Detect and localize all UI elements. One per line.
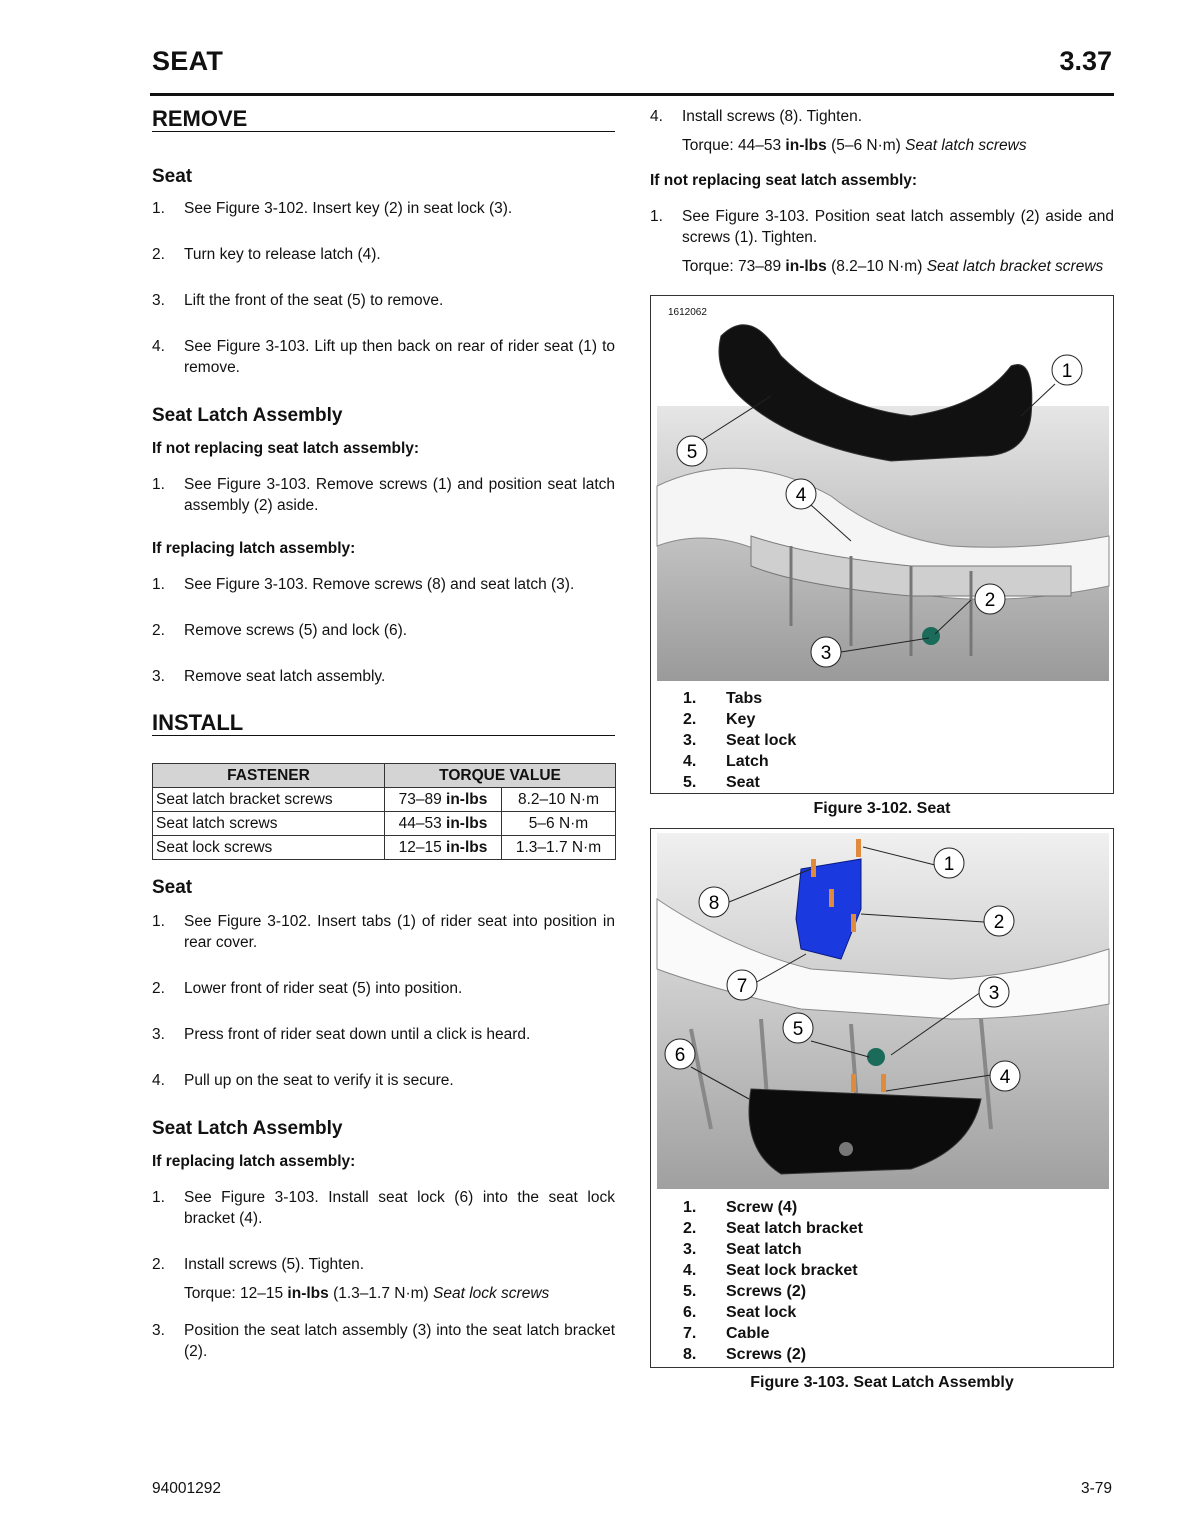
legend-item: 2. Key	[683, 711, 756, 728]
svg-text:5: 5	[686, 442, 698, 463]
svg-text:1: 1	[1061, 361, 1073, 382]
condition-label: If replacing latch assembly:	[152, 1153, 356, 1170]
list-item: 2. Turn key to release latch (4).	[152, 246, 381, 263]
torque-spec: Torque: 44–53 in-lbs (5–6 N·m) Seat latch screws	[682, 137, 1027, 154]
table-header: FASTENER	[153, 764, 385, 788]
svg-text:7: 7	[736, 976, 748, 997]
legend-item: 2. Seat latch bracket	[683, 1220, 863, 1237]
seat-illustration	[651, 296, 1113, 686]
list-item: 4. See Figure 3-103. Lift up then back on rear of rider seat (1) to remove.	[152, 338, 615, 376]
list-item: 4. Install screws (8). Tighten. Torque: 44–53 in-lbs (5–6 N·m) Seat latch screws	[650, 106, 1114, 156]
install-heading: INSTALL	[152, 710, 615, 736]
page-number: 3-79	[1080, 1480, 1112, 1497]
remove-heading: REMOVE	[152, 106, 615, 132]
list-item: 1. See Figure 3-102. Insert key (2) in seat lock (3).	[152, 200, 513, 217]
legend-item: 3. Seat lock	[683, 732, 797, 749]
install-seat-heading: Seat	[152, 877, 193, 898]
callout-2	[975, 584, 1005, 614]
svg-text:3: 3	[820, 643, 832, 664]
figure-id: 1612062	[668, 307, 707, 318]
list-item: 4. Pull up on the seat to verify it is secure.	[152, 1072, 454, 1089]
svg-text:2: 2	[993, 912, 1005, 933]
list-item: 1. See Figure 3-103. Position seat latch assembly (2) aside and screws (1). Tighten. Torque: 73–89 in-lbs (8.2–10 N·m) Seat latch bracket screws	[650, 208, 1114, 275]
fastener-table	[152, 763, 616, 860]
remove-latch-heading: Seat Latch Assembly	[152, 405, 343, 426]
legend-item: 1. Tabs	[683, 690, 763, 707]
figure-3-102	[650, 295, 1114, 794]
install-latch-heading: Seat Latch Assembly	[152, 1118, 343, 1139]
svg-text:4: 4	[999, 1067, 1011, 1088]
section-number: 3.37	[1059, 46, 1112, 76]
figure-legend	[683, 688, 796, 793]
list-item: 3. Press front of rider seat down until a click is heard.	[152, 1026, 531, 1043]
list-item: 2. Lower front of rider seat (5) into position.	[152, 980, 463, 997]
condition-label: If not replacing seat latch assembly:	[152, 440, 420, 457]
callout-4	[786, 479, 816, 509]
svg-text:5: 5	[792, 1019, 804, 1040]
condition-label: If replacing latch assembly:	[152, 540, 356, 557]
list-item: 1. See Figure 3-103. Remove screws (8) and seat latch (3).	[152, 576, 575, 593]
callout-6	[665, 1039, 695, 1069]
figure-legend	[683, 1197, 863, 1365]
list-item: 3. Lift the front of the seat (5) to remove.	[152, 292, 444, 309]
document-number: 94001292	[152, 1480, 221, 1497]
seat-latch-illustration	[651, 829, 1113, 1194]
table-row: Seat latch screws 44–53 in-lbs 5–6 N·m	[153, 812, 616, 836]
callout-7	[727, 970, 757, 1000]
list-item: 1. See Figure 3-103. Install seat lock (6) into the seat lock bracket (4).	[152, 1189, 615, 1227]
remove-seat-heading: Seat	[152, 166, 193, 187]
callout-8	[699, 887, 729, 917]
list-item: 3. Remove seat latch assembly.	[152, 668, 386, 685]
legend-item: 4. Seat lock bracket	[683, 1262, 858, 1279]
legend-item: 6. Seat lock	[683, 1304, 797, 1321]
table-row: Seat lock screws 12–15 in-lbs 1.3–1.7 N·m	[153, 836, 616, 860]
table-row: Seat latch bracket screws 73–89 in-lbs 8.2–10 N·m	[153, 788, 616, 812]
svg-text:6: 6	[674, 1045, 686, 1066]
callout-2	[984, 906, 1014, 936]
figure-3-103	[650, 828, 1114, 1368]
callout-3	[979, 977, 1009, 1007]
table-header: TORQUE VALUE	[385, 764, 616, 788]
list-item: 1. See Figure 3-103. Remove screws (1) and position seat latch assembly (2) aside.	[152, 476, 615, 514]
figure-caption: Figure 3-102. Seat	[813, 800, 951, 817]
figure-caption: Figure 3-103. Seat Latch Assembly	[750, 1374, 1014, 1391]
svg-text:1: 1	[943, 854, 955, 875]
torque-spec: Torque: 12–15 in-lbs (1.3–1.7 N·m) Seat lock screws	[184, 1285, 550, 1302]
callout-4	[990, 1061, 1020, 1091]
callout-5	[677, 436, 707, 466]
callout-1	[934, 848, 964, 878]
svg-text:8: 8	[708, 893, 720, 914]
legend-item: 5. Screws (2)	[683, 1283, 807, 1300]
torque-spec: Torque: 73–89 in-lbs (8.2–10 N·m) Seat latch bracket screws	[682, 258, 1104, 275]
legend-item: 5. Seat	[683, 774, 760, 791]
list-item: 2. Install screws (5). Tighten. Torque: 12–15 in-lbs (1.3–1.7 N·m) Seat lock screws	[152, 1254, 615, 1304]
legend-item: 1. Screw (4)	[683, 1199, 798, 1216]
callout-1	[1052, 355, 1082, 385]
left-column	[152, 106, 615, 1362]
right-column	[650, 106, 1114, 1392]
list-item: 3. Position the seat latch assembly (3) into the seat latch bracket (2).	[152, 1322, 615, 1360]
legend-item: 4. Latch	[683, 753, 769, 770]
list-item: 2. Remove screws (5) and lock (6).	[152, 622, 408, 639]
legend-item: 7. Cable	[683, 1325, 770, 1342]
svg-text:4: 4	[795, 485, 807, 506]
svg-text:3: 3	[988, 983, 1000, 1004]
callout-5	[783, 1013, 813, 1043]
list-item: 1. See Figure 3-102. Insert tabs (1) of rider seat into position in rear cover.	[152, 913, 615, 951]
title-rule	[150, 93, 1114, 96]
svg-text:2: 2	[984, 590, 996, 611]
condition-label: If not replacing seat latch assembly:	[650, 172, 918, 189]
legend-item: 3. Seat latch	[683, 1241, 802, 1258]
page-title: SEAT	[152, 46, 224, 76]
legend-item: 8. Screws (2)	[683, 1346, 807, 1363]
callout-3	[811, 637, 841, 667]
